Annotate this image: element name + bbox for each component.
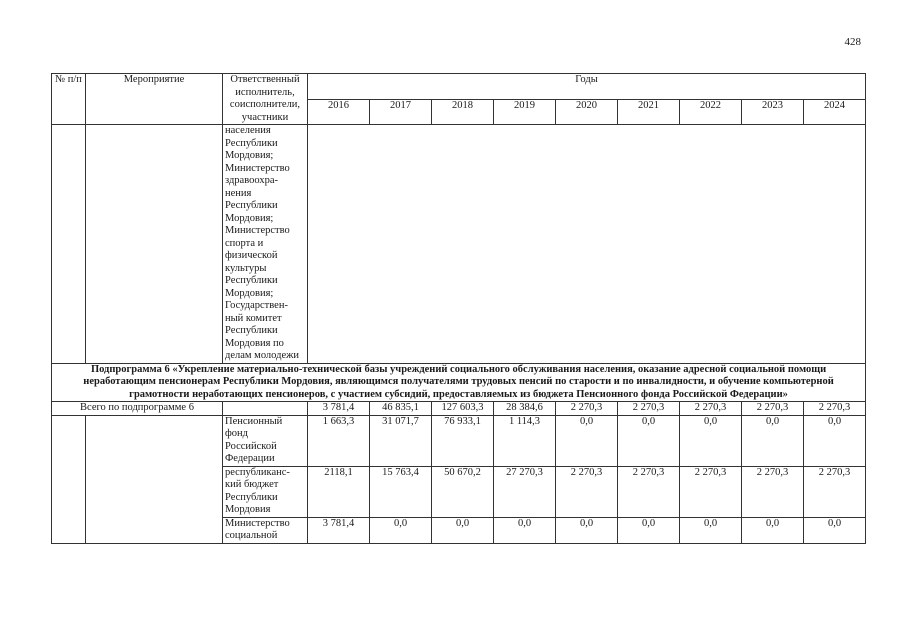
funding-value-2023: 0,0 xyxy=(742,415,804,466)
funding-value-2017: 15 763,4 xyxy=(370,466,432,517)
funding-value-2024: 0,0 xyxy=(804,517,866,543)
continuation-event xyxy=(86,125,223,364)
funding-value-2016: 2118,1 xyxy=(308,466,370,517)
funding-num-empty xyxy=(52,415,86,543)
total-responsible-empty xyxy=(223,402,308,416)
funding-value-2022: 0,0 xyxy=(680,517,742,543)
header-year-2020: 2020 xyxy=(556,99,618,125)
funding-value-2018: 76 933,1 xyxy=(432,415,494,466)
subprogram-title: Подпрограмма 6 «Укрепление материально-технической базы учреждений социального обслуживания населения, оказание адресной социальной помощи неработающим пенсионерам Республики Мордовия, являющимся получателями трудовых пенсий по старости и по инвалидности, и обучение компьютерной грамотности неработающих пенсионеров, с участием субсидий, предоставляемых из бюджета Пенсионного фонда Российской Федерации» xyxy=(52,363,866,402)
funding-source: республиканс- кий бюджет Республики Мордовия xyxy=(223,466,308,517)
page-number: 428 xyxy=(844,36,861,48)
header-year-2016: 2016 xyxy=(308,99,370,125)
funding-value-2023: 2 270,3 xyxy=(742,466,804,517)
funding-row xyxy=(52,415,866,466)
funding-value-2021: 2 270,3 xyxy=(618,466,680,517)
header-years-title: Годы xyxy=(308,74,866,100)
total-value-2022: 2 270,3 xyxy=(680,402,742,416)
header-year-2022: 2022 xyxy=(680,99,742,125)
continuation-row xyxy=(52,125,866,364)
funding-event-empty xyxy=(86,415,223,543)
header-year-2024: 2024 xyxy=(804,99,866,125)
funding-value-2024: 0,0 xyxy=(804,415,866,466)
funding-value-2022: 2 270,3 xyxy=(680,466,742,517)
funding-value-2021: 0,0 xyxy=(618,415,680,466)
header-row xyxy=(52,74,866,100)
header-year-2019: 2019 xyxy=(494,99,556,125)
funding-value-2018: 0,0 xyxy=(432,517,494,543)
total-value-2023: 2 270,3 xyxy=(742,402,804,416)
funding-value-2018: 50 670,2 xyxy=(432,466,494,517)
total-value-2020: 2 270,3 xyxy=(556,402,618,416)
header-year-2018: 2018 xyxy=(432,99,494,125)
total-value-2024: 2 270,3 xyxy=(804,402,866,416)
program-table xyxy=(51,73,866,544)
continuation-empty xyxy=(308,125,866,364)
total-value-2019: 28 384,6 xyxy=(494,402,556,416)
total-label: Всего по подпрограмме 6 xyxy=(52,402,223,416)
continuation-responsible: населения Республики Мордовия; Министерство здравоохра- нения Республики Мордовия; Министерство спорта и физической культуры Республики Мордовия; Государствен- ный комитет Республики Мордовия по делам молодежи xyxy=(223,125,308,364)
funding-source: Пенсионный фонд Российской Федерации xyxy=(223,415,308,466)
total-value-2018: 127 603,3 xyxy=(432,402,494,416)
continuation-num xyxy=(52,125,86,364)
header-event: Мероприятие xyxy=(86,74,223,125)
funding-value-2019: 0,0 xyxy=(494,517,556,543)
header-year-2017: 2017 xyxy=(370,99,432,125)
header-num: № п/п xyxy=(52,74,86,125)
funding-value-2017: 0,0 xyxy=(370,517,432,543)
funding-value-2016: 3 781,4 xyxy=(308,517,370,543)
funding-value-2023: 0,0 xyxy=(742,517,804,543)
total-row xyxy=(52,402,866,416)
funding-source: Министерство социальной xyxy=(223,517,308,543)
header-responsible: Ответственный исполнитель, соисполнители, участники xyxy=(223,74,308,125)
funding-value-2024: 2 270,3 xyxy=(804,466,866,517)
funding-value-2020: 2 270,3 xyxy=(556,466,618,517)
funding-value-2017: 31 071,7 xyxy=(370,415,432,466)
header-year-2023: 2023 xyxy=(742,99,804,125)
funding-value-2021: 0,0 xyxy=(618,517,680,543)
funding-value-2020: 0,0 xyxy=(556,415,618,466)
total-value-2021: 2 270,3 xyxy=(618,402,680,416)
funding-value-2019: 1 114,3 xyxy=(494,415,556,466)
funding-value-2016: 1 663,3 xyxy=(308,415,370,466)
funding-value-2022: 0,0 xyxy=(680,415,742,466)
header-year-2021: 2021 xyxy=(618,99,680,125)
funding-value-2020: 0,0 xyxy=(556,517,618,543)
total-value-2016: 3 781,4 xyxy=(308,402,370,416)
funding-value-2019: 27 270,3 xyxy=(494,466,556,517)
total-value-2017: 46 835,1 xyxy=(370,402,432,416)
subprogram-row xyxy=(52,363,866,402)
